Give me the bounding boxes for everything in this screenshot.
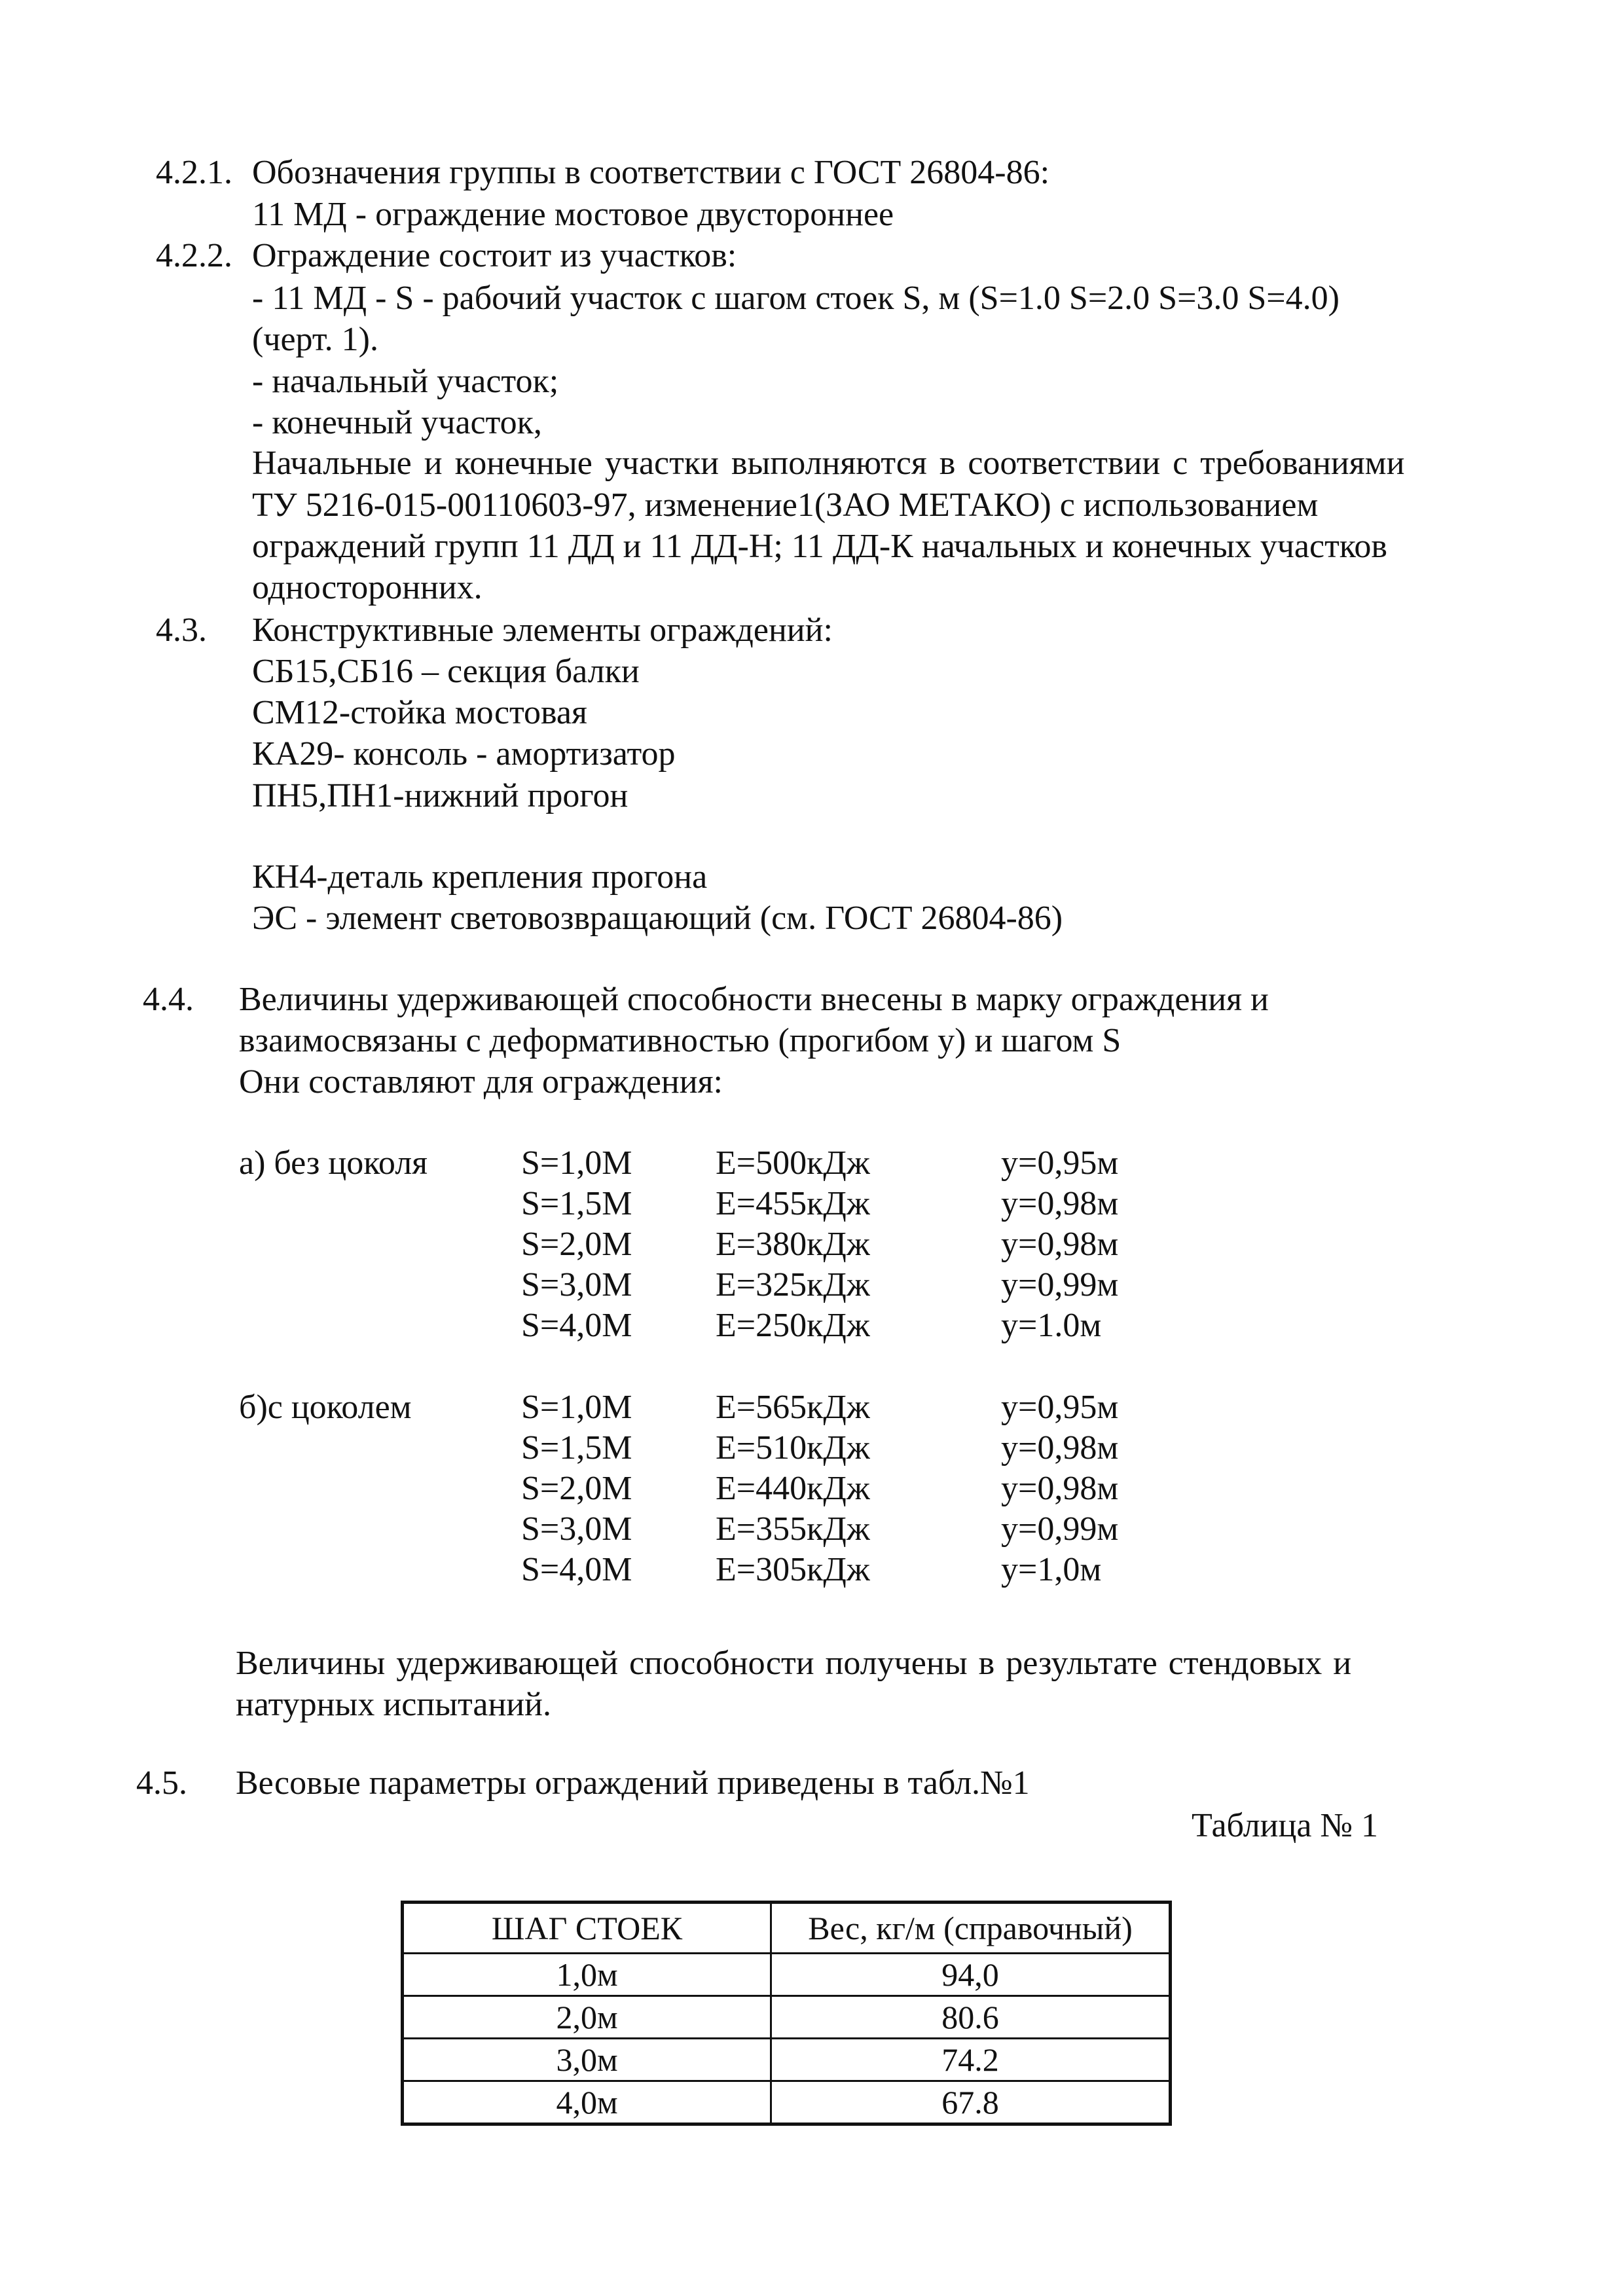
text-line: Начальные и конечные участки выполняются в соответствии с требованиями [252,445,1405,482]
text-line: Весовые параметры ограждений приведены в табл.№1 [236,1764,1030,1802]
group-b-e: E=565кДж [716,1389,870,1426]
group-a-y: у=0,98м [1001,1185,1119,1222]
section-number: 4.4. [143,981,194,1018]
table-cell: 3,0м [403,2039,771,2081]
section-number: 4.5. [136,1764,187,1802]
group-a-label: а) без цоколя [239,1144,428,1182]
table-header-row [403,1903,1171,1954]
table-caption: Таблица № 1 [1192,1807,1379,1844]
group-b-y: у=0,95м [1001,1389,1119,1426]
text-line: Величины удерживающей способности внесены в марку ограждения и [239,981,1269,1018]
table-row [403,2081,1171,2124]
text-line: односторонних. [252,569,483,606]
text-line: ограждений групп 11 ДД и 11 ДД-Н; 11 ДД-К начальных и конечных участков [252,528,1387,565]
group-b-e: E=305кДж [716,1551,870,1588]
section-number: 4.2.1. [156,154,232,191]
text-line: ПН5,ПН1-нижний прогон [252,777,629,814]
group-a-e: E=455кДж [716,1185,870,1222]
group-a-s: S=2,0M [521,1226,632,1263]
table-row [403,2039,1171,2081]
group-b-s: S=1,0M [521,1389,632,1426]
table-cell: 2,0м [403,1996,771,2039]
group-a-e: E=500кДж [716,1144,870,1182]
group-a-s: S=1,5M [521,1185,632,1222]
table-cell: 80.6 [771,1996,1171,2039]
group-a-e: E=250кДж [716,1307,870,1344]
text-line: КА29- консоль - амортизатор [252,735,676,773]
weights-table [401,1901,1172,2126]
text-line: ЭС - элемент световозвращающий (см. ГОСТ 26804-86) [252,900,1063,937]
group-b-label: б)с цоколем [239,1389,412,1426]
group-a-e: E=380кДж [716,1226,870,1263]
group-b-e: E=510кДж [716,1429,870,1467]
group-b-s: S=2,0M [521,1470,632,1507]
table-cell: 94,0 [771,1954,1171,1996]
table-header: Вес, кг/м (справочный) [771,1903,1171,1954]
text-line: взаимосвязаны с деформативностью (прогибом у) и шагом S [239,1022,1122,1059]
table-cell: 74.2 [771,2039,1171,2081]
table-cell: 1,0м [403,1954,771,1996]
text-line: - 11 МД - S - рабочий участок с шагом стоек S, м (S=1.0 S=2.0 S=3.0 S=4.0) [252,280,1340,317]
text-line: Конструктивные элементы ограждений: [252,611,833,649]
table-cell: 67.8 [771,2081,1171,2124]
text-line: - начальный участок; [252,363,559,400]
group-b-y: у=1,0м [1001,1551,1102,1588]
group-b-y: у=0,98м [1001,1470,1119,1507]
table-row [403,1954,1171,1996]
text-line: Величины удерживающей способности получены в результате стендовых и [236,1645,1352,1682]
group-b-y: у=0,99м [1001,1510,1119,1548]
section-number: 4.2.2. [156,237,232,274]
group-b-s: S=1,5M [521,1429,632,1467]
group-b-s: S=4,0M [521,1551,632,1588]
group-a-y: у=0,98м [1001,1226,1119,1263]
text-line: Ограждение состоит из участков: [252,237,737,274]
group-b-y: у=0,98м [1001,1429,1119,1467]
group-b-s: S=3,0M [521,1510,632,1548]
group-b-e: E=440кДж [716,1470,870,1507]
section-number: 4.3. [156,611,207,649]
group-a-s: S=1,0M [521,1144,632,1182]
group-a-e: E=325кДж [716,1266,870,1303]
group-a-s: S=3,0M [521,1266,632,1303]
text-line: Обозначения группы в соответствии с ГОСТ 26804-86: [252,154,1050,191]
table-header: ШАГ СТОЕК [403,1903,771,1954]
group-a-y: у=1.0м [1001,1307,1102,1344]
table-row [403,1996,1171,2039]
group-a-y: у=0,99м [1001,1266,1119,1303]
group-a-s: S=4,0M [521,1307,632,1344]
group-a-y: у=0,95м [1001,1144,1119,1182]
text-line: СБ15,СБ16 – секция балки [252,653,640,690]
text-line: (черт. 1). [252,321,378,358]
text-line: СМ12-стойка мостовая [252,694,587,731]
table-cell: 4,0м [403,2081,771,2124]
text-line: - конечный участок, [252,404,542,441]
text-line: 11 МД - ограждение мостовое двустороннее [252,196,894,233]
text-line: ТУ 5216-015-00110603-97, изменение1(ЗАО МЕТАКО) с использованием [252,486,1319,524]
group-b-e: E=355кДж [716,1510,870,1548]
text-line: натурных испытаний. [236,1686,551,1723]
text-line: КН4-деталь крепления прогона [252,858,708,896]
text-line: Они составляют для ограждения: [239,1063,723,1101]
